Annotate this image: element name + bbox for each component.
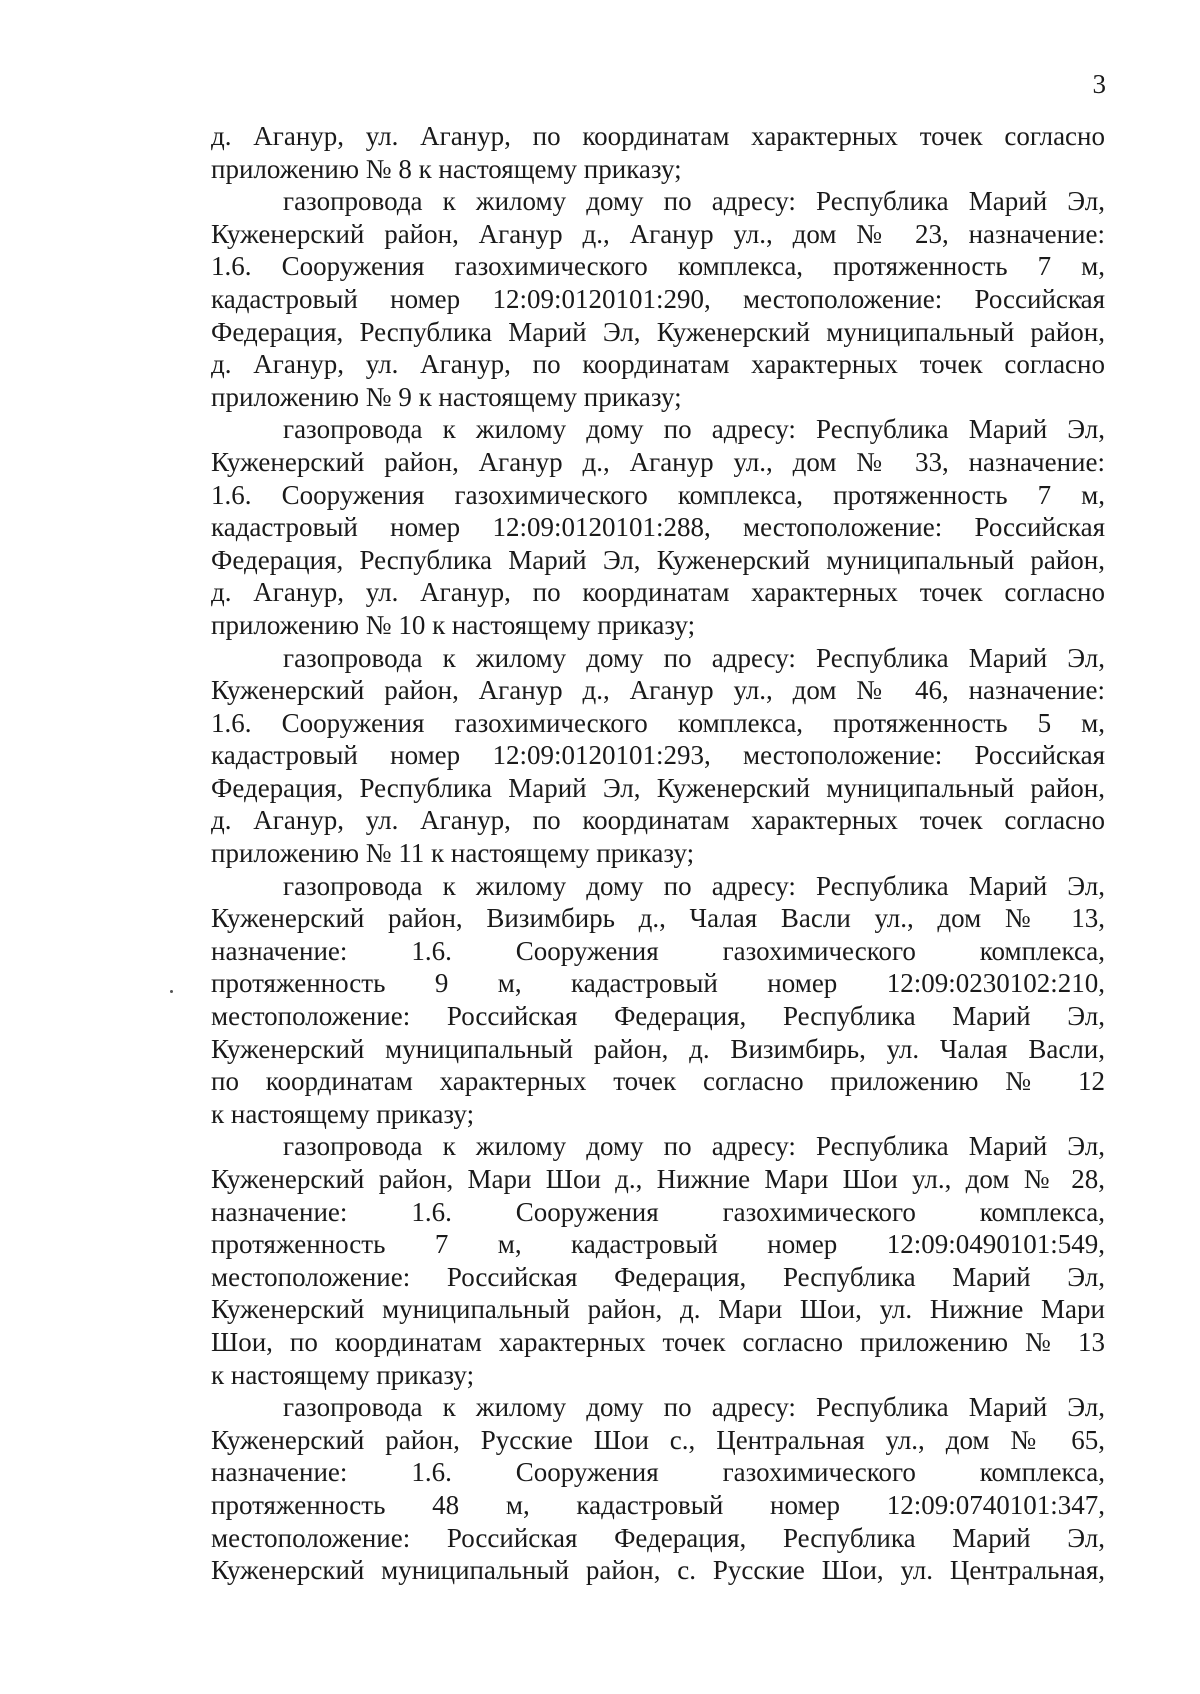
text-line: местоположение: Российская Федерация, Республика Марий Эл, <box>211 1001 1105 1032</box>
paragraph-appendix-13 <box>211 1130 1105 1391</box>
text-line: д. Аганур, ул. Аганур, по координатам характерных точек согласно <box>211 121 1105 151</box>
text-line: д. Аганур, ул. Аганур, по координатам характерных точек согласно <box>211 577 1105 608</box>
text-line: к настоящему приказу; <box>211 1359 475 1390</box>
text-line: кадастровый номер 12:09:0120101:290, местоположение: Российская <box>211 283 1105 314</box>
text-line: местоположение: Российская Федерация, Республика Марий Эл, <box>211 1261 1105 1292</box>
document-body <box>211 120 1105 1587</box>
text-line: Куженерский район, Русские Шои с., Центральная ул., дом № 65, <box>211 1424 1105 1455</box>
paragraph-appendix-10 <box>211 413 1105 641</box>
text-line: протяженность 9 м, кадастровый номер 12:09:0230102:210, <box>211 968 1105 999</box>
text-line: кадастровый номер 12:09:0120101:288, местоположение: Российская <box>211 512 1105 543</box>
text-line: назначение: 1.6. Сооружения газохимического комплекса, <box>211 935 1105 966</box>
text-line: приложению № 10 к настоящему приказу; <box>211 609 696 640</box>
text-line: протяженность 7 м, кадастровый номер 12:09:0490101:549, <box>211 1229 1105 1260</box>
text-line: по координатам характерных точек согласно приложению № 12 <box>211 1066 1105 1097</box>
text-line: д. Аганур, ул. Аганур, по координатам характерных точек согласно <box>211 805 1105 836</box>
text-line: д. Аганур, ул. Аганур, по координатам характерных точек согласно <box>211 349 1105 380</box>
text-line: 1.6. Сооружения газохимического комплекса, протяженность 5 м, <box>211 707 1105 738</box>
text-line: Куженерский район, Аганур д., Аганур ул., дом № 33, назначение: <box>211 446 1105 477</box>
text-line: Куженерский район, Мари Шои д., Нижние Мари Шои ул., дом № 28, <box>211 1164 1105 1194</box>
text-line: газопровода к жилому дому по адресу: Республика Марий Эл, <box>283 414 1105 445</box>
paragraph-appendix-12 <box>211 870 1105 1131</box>
text-line: к настоящему приказу; <box>211 1098 475 1129</box>
text-line: приложению № 9 к настоящему приказу; <box>211 381 682 412</box>
scan-speck <box>170 990 173 993</box>
page-number: 3 <box>1092 69 1106 99</box>
text-line: назначение: 1.6. Сооружения газохимического комплекса, <box>211 1457 1105 1488</box>
paragraph-appendix-9 <box>211 185 1105 413</box>
text-line: протяженность 48 м, кадастровый номер 12:09:0740101:347, <box>211 1489 1105 1520</box>
text-line: газопровода к жилому дому по адресу: Республика Марий Эл, <box>283 186 1105 217</box>
text-line: Куженерский район, Аганур д., Аганур ул., дом № 23, назначение: <box>211 218 1105 249</box>
text-line: Шои, по координатам характерных точек согласно приложению № 13 <box>211 1326 1105 1357</box>
text-line: Федерация, Республика Марий Эл, Куженерский муниципальный район, <box>211 544 1105 575</box>
text-line: кадастровый номер 12:09:0120101:293, местоположение: Российская <box>211 740 1105 771</box>
text-line: Куженерский муниципальный район, д. Визимбирь, ул. Чалая Васли, <box>211 1033 1105 1064</box>
text-line: приложению № 8 к настоящему приказу; <box>211 153 682 184</box>
text-line: газопровода к жилому дому по адресу: Республика Марий Эл, <box>283 642 1105 673</box>
paragraph-continuation <box>211 120 1105 185</box>
text-line: приложению № 11 к настоящему приказу; <box>211 838 695 869</box>
text-line: 1.6. Сооружения газохимического комплекса, протяженность 7 м, <box>211 479 1105 510</box>
text-line: газопровода к жилому дому по адресу: Республика Марий Эл, <box>283 870 1105 901</box>
text-line: Федерация, Республика Марий Эл, Куженерский муниципальный район, <box>211 316 1105 347</box>
paragraph-appendix-11 <box>211 642 1105 870</box>
text-line: Куженерский район, Аганур д., Аганур ул., дом № 46, назначение: <box>211 675 1105 706</box>
paragraph-appendix-cont <box>211 1391 1105 1587</box>
text-line: Куженерский район, Визимбирь д., Чалая Васли ул., дом № 13, <box>211 903 1105 934</box>
text-line: газопровода к жилому дому по адресу: Республика Марий Эл, <box>283 1131 1105 1162</box>
text-line: местоположение: Российская Федерация, Республика Марий Эл, <box>211 1522 1105 1553</box>
text-line: газопровода к жилому дому по адресу: Республика Марий Эл, <box>283 1392 1105 1423</box>
text-line: назначение: 1.6. Сооружения газохимического комплекса, <box>211 1196 1105 1227</box>
text-line: 1.6. Сооружения газохимического комплекса, протяженность 7 м, <box>211 251 1105 282</box>
text-line: Куженерский муниципальный район, д. Мари Шои, ул. Нижние Мари <box>211 1294 1105 1325</box>
text-line: Куженерский муниципальный район, с. Русские Шои, ул. Центральная, <box>211 1555 1105 1586</box>
text-line: Федерация, Республика Марий Эл, Куженерский муниципальный район, <box>211 772 1105 803</box>
